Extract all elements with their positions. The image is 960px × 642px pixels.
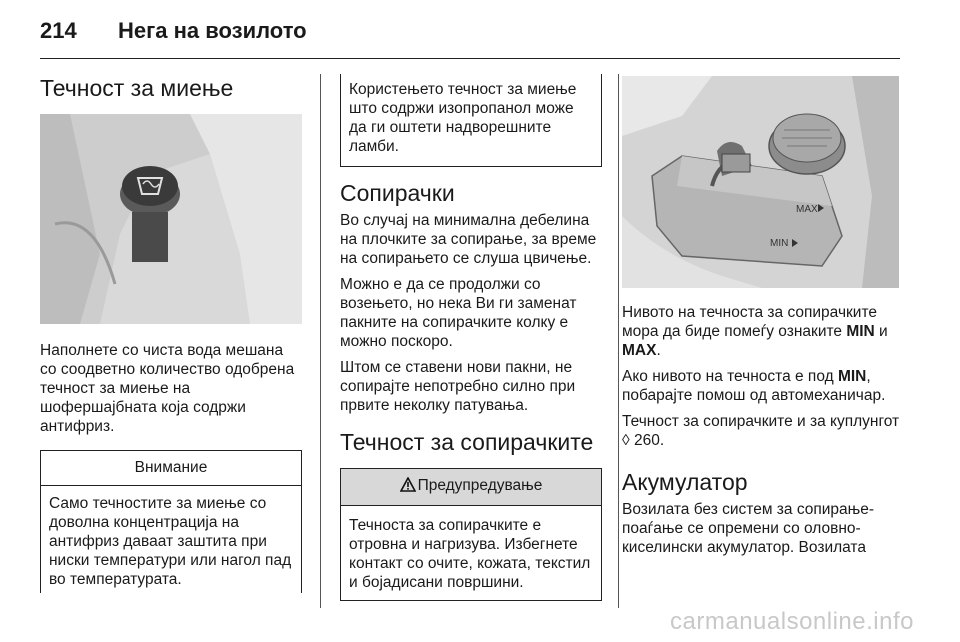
warning-title: Предупредување	[417, 477, 543, 494]
image-max-label: MAX	[796, 204, 818, 215]
column-washer-fluid	[40, 64, 302, 593]
section-title-brake-fluid: Течност за сопирачките	[340, 429, 594, 455]
min-marker-label: MIN	[846, 323, 875, 340]
page-number: 214	[40, 18, 77, 43]
low-level-paragraph	[622, 367, 900, 405]
isopropanol-caution-box	[340, 74, 602, 167]
max-marker-label: MAX	[622, 342, 657, 359]
level-text-end: .	[656, 342, 661, 359]
warning-text: Течноста за сопирачките е отровна и нагризува. Избегнете контакт со очите, кожата, текстил и бојадисани површини.	[349, 517, 591, 591]
low-level-text-end: , побарајте помош од автомеханичар.	[622, 368, 886, 404]
isopropanol-caution-text: Користењето течност за миење што содржи изопропанол може да ги оштети надворешните ламби.	[349, 81, 577, 155]
watermark: carmanualsonline.info	[670, 608, 914, 635]
caution-box	[40, 450, 302, 593]
level-text-start: Нивото на течноста за сопирачките мора да биде помеѓу ознаките	[622, 304, 878, 340]
section-title-battery: Акумулатор	[622, 469, 748, 495]
washer-reservoir-illustration	[40, 114, 302, 324]
column-brake-fluid-battery	[622, 64, 900, 557]
column-divider	[618, 74, 619, 608]
section-title-brakes: Сопирачки	[340, 180, 455, 206]
header-rule	[40, 58, 900, 59]
low-level-text-start: Ако нивото на течноста е под	[622, 368, 838, 385]
caution-title: Внимание	[41, 451, 301, 486]
brakes-paragraph-2: Можно е да се продолжи со возењето, но нека Ви ги заменат пакните на сопирачките колку е можно поскоро.	[340, 276, 577, 350]
column-divider	[320, 74, 321, 608]
warning-box	[340, 468, 602, 601]
brake-fluid-reservoir-illustration	[622, 76, 899, 288]
low-level-min-label: MIN	[837, 368, 867, 385]
brakes-paragraph-1: Во случај на минимална дебелина на плочките за сопирање, за време на сопирањето се слуша цвичење.	[340, 212, 597, 267]
warning-triangle-icon	[400, 477, 416, 497]
brakes-paragraph-3: Штом се ставени нови пакни, не сопирајте непотребно силно при првите неколку патувања.	[340, 359, 576, 414]
page-reference-arrow-icon: ◊	[622, 432, 630, 449]
reference-text: Течност за сопирачките и за куплунгот	[622, 413, 900, 430]
image-min-label: MIN	[770, 238, 789, 249]
page-header	[40, 18, 307, 44]
reference-paragraph	[622, 412, 900, 450]
brake-fluid-level-paragraph	[622, 303, 900, 360]
washer-fluid-paragraph: Наполнете со чиста вода мешана со соодветно количество одобрена течност за миење на шофершајбната која содржи антифриз.	[40, 342, 295, 435]
level-text-and: и	[874, 323, 888, 340]
section-title-washer-fluid: Течност за миење	[40, 75, 234, 101]
caution-text: Само течностите за миење со доволна концентрација на антифриз даваат заштита при ниски температури или нагол пад во температурата.	[49, 495, 292, 588]
reference-page-link[interactable]: 260.	[633, 432, 665, 449]
battery-paragraph: Возилата без систем за сопирање-поаѓање се опремени со оловно-киселински акумулатор. Возилата	[622, 501, 875, 556]
column-brakes	[340, 64, 602, 601]
warning-header	[341, 469, 601, 506]
chapter-title: Нега на возилото	[118, 18, 307, 43]
